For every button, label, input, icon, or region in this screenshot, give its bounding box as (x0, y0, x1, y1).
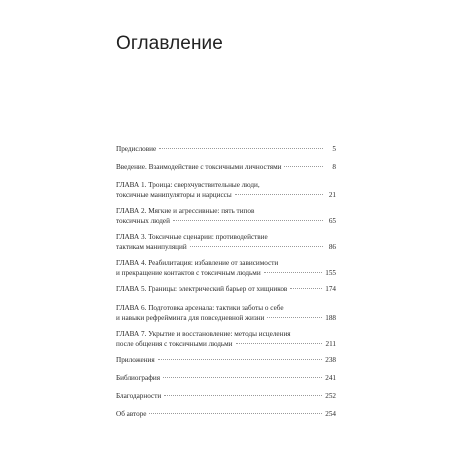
toc-entry (116, 409, 336, 419)
toc-page-number: 65 (328, 217, 336, 226)
table-of-contents (116, 144, 336, 427)
toc-entry-title-line2: токсичные манипуляторы и нарциссы (116, 191, 232, 200)
toc-entry-title: Благодарности (116, 391, 162, 400)
toc-entry (116, 303, 336, 323)
toc-page-number: 241 (325, 373, 336, 382)
toc-page-number: 174 (325, 285, 336, 294)
toc-entry (116, 206, 336, 226)
toc-entry-title: Предисловие (116, 145, 157, 153)
toc-entry-title: Об авторе (116, 410, 147, 419)
toc-page-number: 86 (328, 243, 336, 252)
dot-leader (173, 220, 323, 221)
dot-leader (290, 288, 322, 289)
toc-entry-title-line2: токсичных людей (116, 217, 170, 226)
toc-entry (116, 373, 336, 383)
dot-leader (264, 272, 323, 273)
dot-leader (164, 395, 322, 396)
dot-leader (159, 148, 323, 149)
toc-entry-title: Введение. Взаимодействие с токсичными личностями (116, 163, 282, 172)
toc-page-number: 8 (332, 163, 336, 172)
toc-page-number: 211 (325, 339, 336, 348)
toc-entry-title-line2: и прекращение контактов с токсичным людьми (116, 269, 261, 278)
toc-entry-title-line1: ГЛАВА 2. Мягкие и агрессивные: пять типов (116, 207, 255, 216)
toc-entry-title-line2: и навыки рефрейминга для повседневной жизни (116, 313, 265, 322)
toc-entry-title: ГЛАВА 5. Границы: электрический барьер от хищников (116, 285, 288, 294)
dot-leader (158, 359, 323, 360)
toc-entry (116, 355, 336, 365)
toc-entry-title-line2: тактикам манипуляций (116, 243, 187, 252)
dot-leader (235, 194, 323, 195)
toc-entry (116, 144, 336, 154)
toc-entry (116, 329, 336, 349)
dot-leader (236, 343, 323, 344)
toc-page-number: 5 (332, 145, 336, 153)
toc-page-number: 155 (325, 269, 336, 278)
toc-entry-title-line2: после общения с токсичными людьми (116, 339, 233, 348)
dot-leader (190, 246, 323, 247)
toc-entry-title-line1: ГЛАВА 1. Троица: сверхчувствительные люди, (116, 181, 260, 190)
toc-entry-title: Библиография (116, 373, 161, 382)
toc-page-number: 238 (325, 355, 336, 364)
toc-entry-title-line1: ГЛАВА 3. Токсичные сценарии: противодействие (116, 233, 268, 242)
toc-entry-title-line1: ГЛАВА 6. Подготовка арсенала: тактики заботы о себе (116, 303, 284, 312)
dot-leader (149, 413, 322, 414)
toc-entry (116, 258, 336, 278)
toc-entry (116, 232, 336, 252)
page-title: Оглавление (116, 33, 223, 54)
dot-leader (267, 317, 322, 318)
toc-entry (116, 180, 336, 200)
toc-page-number: 254 (325, 410, 336, 419)
toc-page-number: 188 (325, 313, 336, 322)
toc-page-number: 21 (328, 191, 336, 200)
dot-leader (284, 166, 323, 167)
toc-entry-title-line1: ГЛАВА 4. Реабилитация: избавление от зависимости (116, 259, 279, 268)
toc-entry (116, 284, 336, 294)
toc-entry (116, 391, 336, 401)
toc-entry-title: Приложения (116, 355, 155, 364)
toc-entry-title-line1: ГЛАВА 7. Укрытие и восстановление: методы исцеления (116, 329, 291, 338)
toc-entry (116, 162, 336, 172)
dot-leader (163, 377, 322, 378)
toc-page-number: 252 (325, 391, 336, 400)
